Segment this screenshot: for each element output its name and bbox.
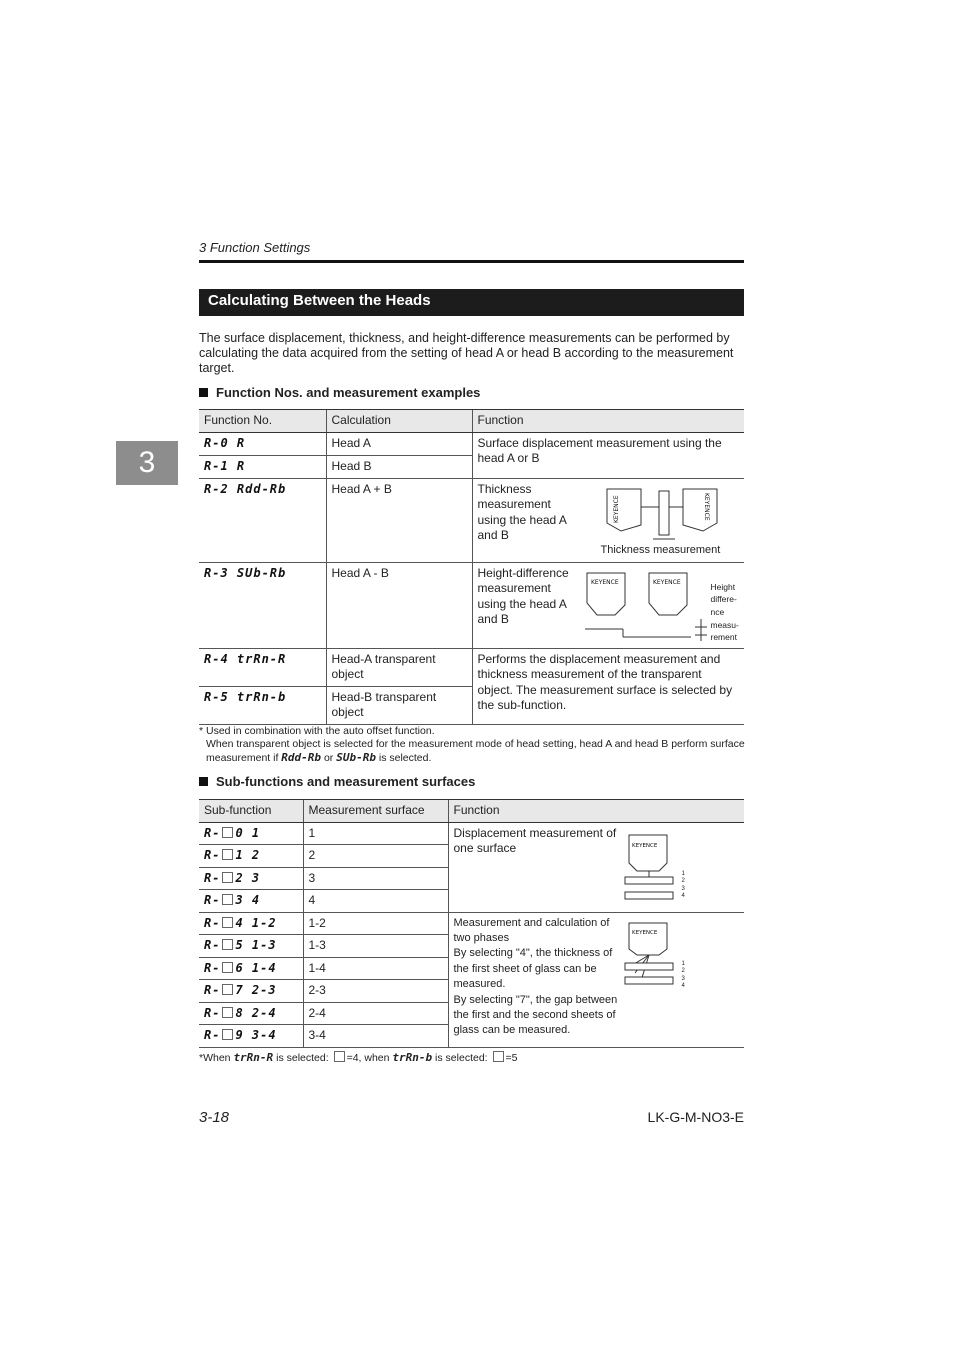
surface: 2-4 [303,1002,448,1025]
svg-text:KEYENCE: KEYENCE [631,929,657,936]
single-surface-diagram [623,829,687,905]
table-row [199,562,744,648]
col-header-measurement-surface: Measurement surface [303,800,448,823]
thickness-diagram [601,485,721,543]
layer-labels: 1 2 3 4 [681,870,685,899]
layer-labels: 1 2 3 4 [681,960,685,989]
placeholder-box [222,917,233,928]
table1-heading-row [199,385,480,400]
subfunction-table [199,799,744,1048]
table-row [199,822,744,845]
function-no: R-0 R [199,432,326,455]
function-table [199,409,744,725]
calculation: Head A + B [326,478,472,562]
surface: 1-2 [303,912,448,935]
note-2: When transparent object is selected for the measurement mode of head setting, head A and head B perform surface measurement if Rdd-Rb or SUb-Rb is selected. [206,738,745,764]
placeholder-box [222,894,233,905]
function-desc-cell [472,478,744,562]
surface: 1 [303,822,448,845]
surface: 3-4 [303,1025,448,1048]
function-desc: Thickness measurement using the head A and B [477,481,567,542]
subfunction-code: R- 0 1 [199,822,303,845]
code-add-ab: Rdd-Rb [281,751,322,764]
table-row [199,912,744,935]
function-no: R-5 trRn-b [199,686,326,724]
function-no: R-4 trRn-R [199,648,326,686]
col-header-function-no: Function No. [199,410,326,433]
two-phase-diagram [623,919,687,995]
function-desc: Surface displacement measurement using the head A or B [472,432,744,478]
subfunction-code: R- 7 2-3 [199,980,303,1003]
function-desc-cell [448,912,744,1047]
function-no: R-2 Rdd-Rb [199,478,326,562]
subfunction-code: R- 1 2 [199,845,303,868]
subfunction-code: R- 4 1-2 [199,912,303,935]
calculation: Head-A transparent object [326,648,472,686]
surface: 1-4 [303,957,448,980]
function-desc: Performs the displacement measurement and thickness measurement of the transparent object. The measurement surface is selected by the sub-function. [472,648,744,724]
code-sub-ab: SUb-Rb [336,751,376,764]
function-desc-cell [448,822,744,912]
subfunction-code: R- 3 4 [199,890,303,913]
code-tran-a: trRn-R [233,1051,274,1064]
table2-heading: Sub-functions and measurement surfaces [216,774,476,789]
placeholder-box [222,939,233,950]
calculation: Head A - B [326,562,472,648]
placeholder-box [334,1051,345,1062]
surface: 1-3 [303,935,448,958]
table1-notes [199,725,747,765]
col-header-function: Function [472,410,744,433]
code-tran-b: trRn-b [392,1051,433,1064]
note-1: * Used in combination with the auto offset function. [199,725,435,737]
function-no: R-1 R [199,455,326,478]
function-desc: Height-difference measurement using the head A and B [477,565,569,626]
placeholder-box [222,1029,233,1040]
square-bullet-icon [199,777,208,786]
col-header-calculation: Calculation [326,410,472,433]
table-row [199,432,744,455]
height-difference-caption: Height differe- nce measu- rement [710,581,739,643]
thickness-caption: Thickness measurement [600,543,721,556]
surface: 2 [303,845,448,868]
calculation: Head B [326,455,472,478]
table-row [199,478,744,562]
function-desc-cell [472,562,744,648]
section-title-bar [199,289,744,316]
intro-paragraph: The surface displacement, thickness, and height-difference measurements can be performed by calculating the data acquired from the setting of head A or head B according to the measurement target. [199,331,734,375]
calculation: Head-B transparent object [326,686,472,724]
placeholder-box [222,872,233,883]
svg-text:KEYENCE: KEYENCE [612,494,620,523]
col-header-subfunction: Sub-function [199,800,303,823]
subfunction-code: R- 2 3 [199,867,303,890]
running-header: 3 Function Settings [199,240,311,255]
col-header-function: Function [448,800,744,823]
surface: 4 [303,890,448,913]
svg-text:KEYENCE: KEYENCE [652,578,681,586]
table2-footnote: *When trRn-R is selected: =4, when trRn-b is selected: =5 [199,1051,518,1064]
subfunction-code: R- 8 2-4 [199,1002,303,1025]
placeholder-box [222,849,233,860]
svg-text:KEYENCE: KEYENCE [590,578,619,586]
square-bullet-icon [199,388,208,397]
placeholder-box [222,827,233,838]
placeholder-box [222,962,233,973]
table-row [199,648,744,686]
function-no: R-3 SUb-Rb [199,562,326,648]
height-difference-diagram [583,567,711,643]
svg-text:KEYENCE: KEYENCE [631,842,657,849]
section-title: Calculating Between the Heads [208,292,431,309]
chapter-tab: 3 [116,441,178,485]
subfunction-code: R- 9 3-4 [199,1025,303,1048]
calculation: Head A [326,432,472,455]
doc-code: LK-G-M-NO3-E [647,1109,744,1125]
header-rule [199,260,744,263]
table2-heading-row [199,774,475,789]
placeholder-box [222,1007,233,1018]
surface: 2-3 [303,980,448,1003]
placeholder-box [222,984,233,995]
subfunction-code: R- 5 1-3 [199,935,303,958]
subfunction-code: R- 6 1-4 [199,957,303,980]
function-desc: Displacement measurement of one surface [453,825,617,855]
svg-text:KEYENCE: KEYENCE [702,492,710,521]
page-number: 3-18 [199,1109,230,1126]
surface: 3 [303,867,448,890]
placeholder-box [493,1051,504,1062]
table1-heading: Function Nos. and measurement examples [216,385,481,400]
function-desc: Measurement and calculation of two phases By selecting "4", the thickness of the first sheet of glass can be measured. By selecting "7", the gap between the first and the second sheets of glass can be measured. [453,916,618,1037]
